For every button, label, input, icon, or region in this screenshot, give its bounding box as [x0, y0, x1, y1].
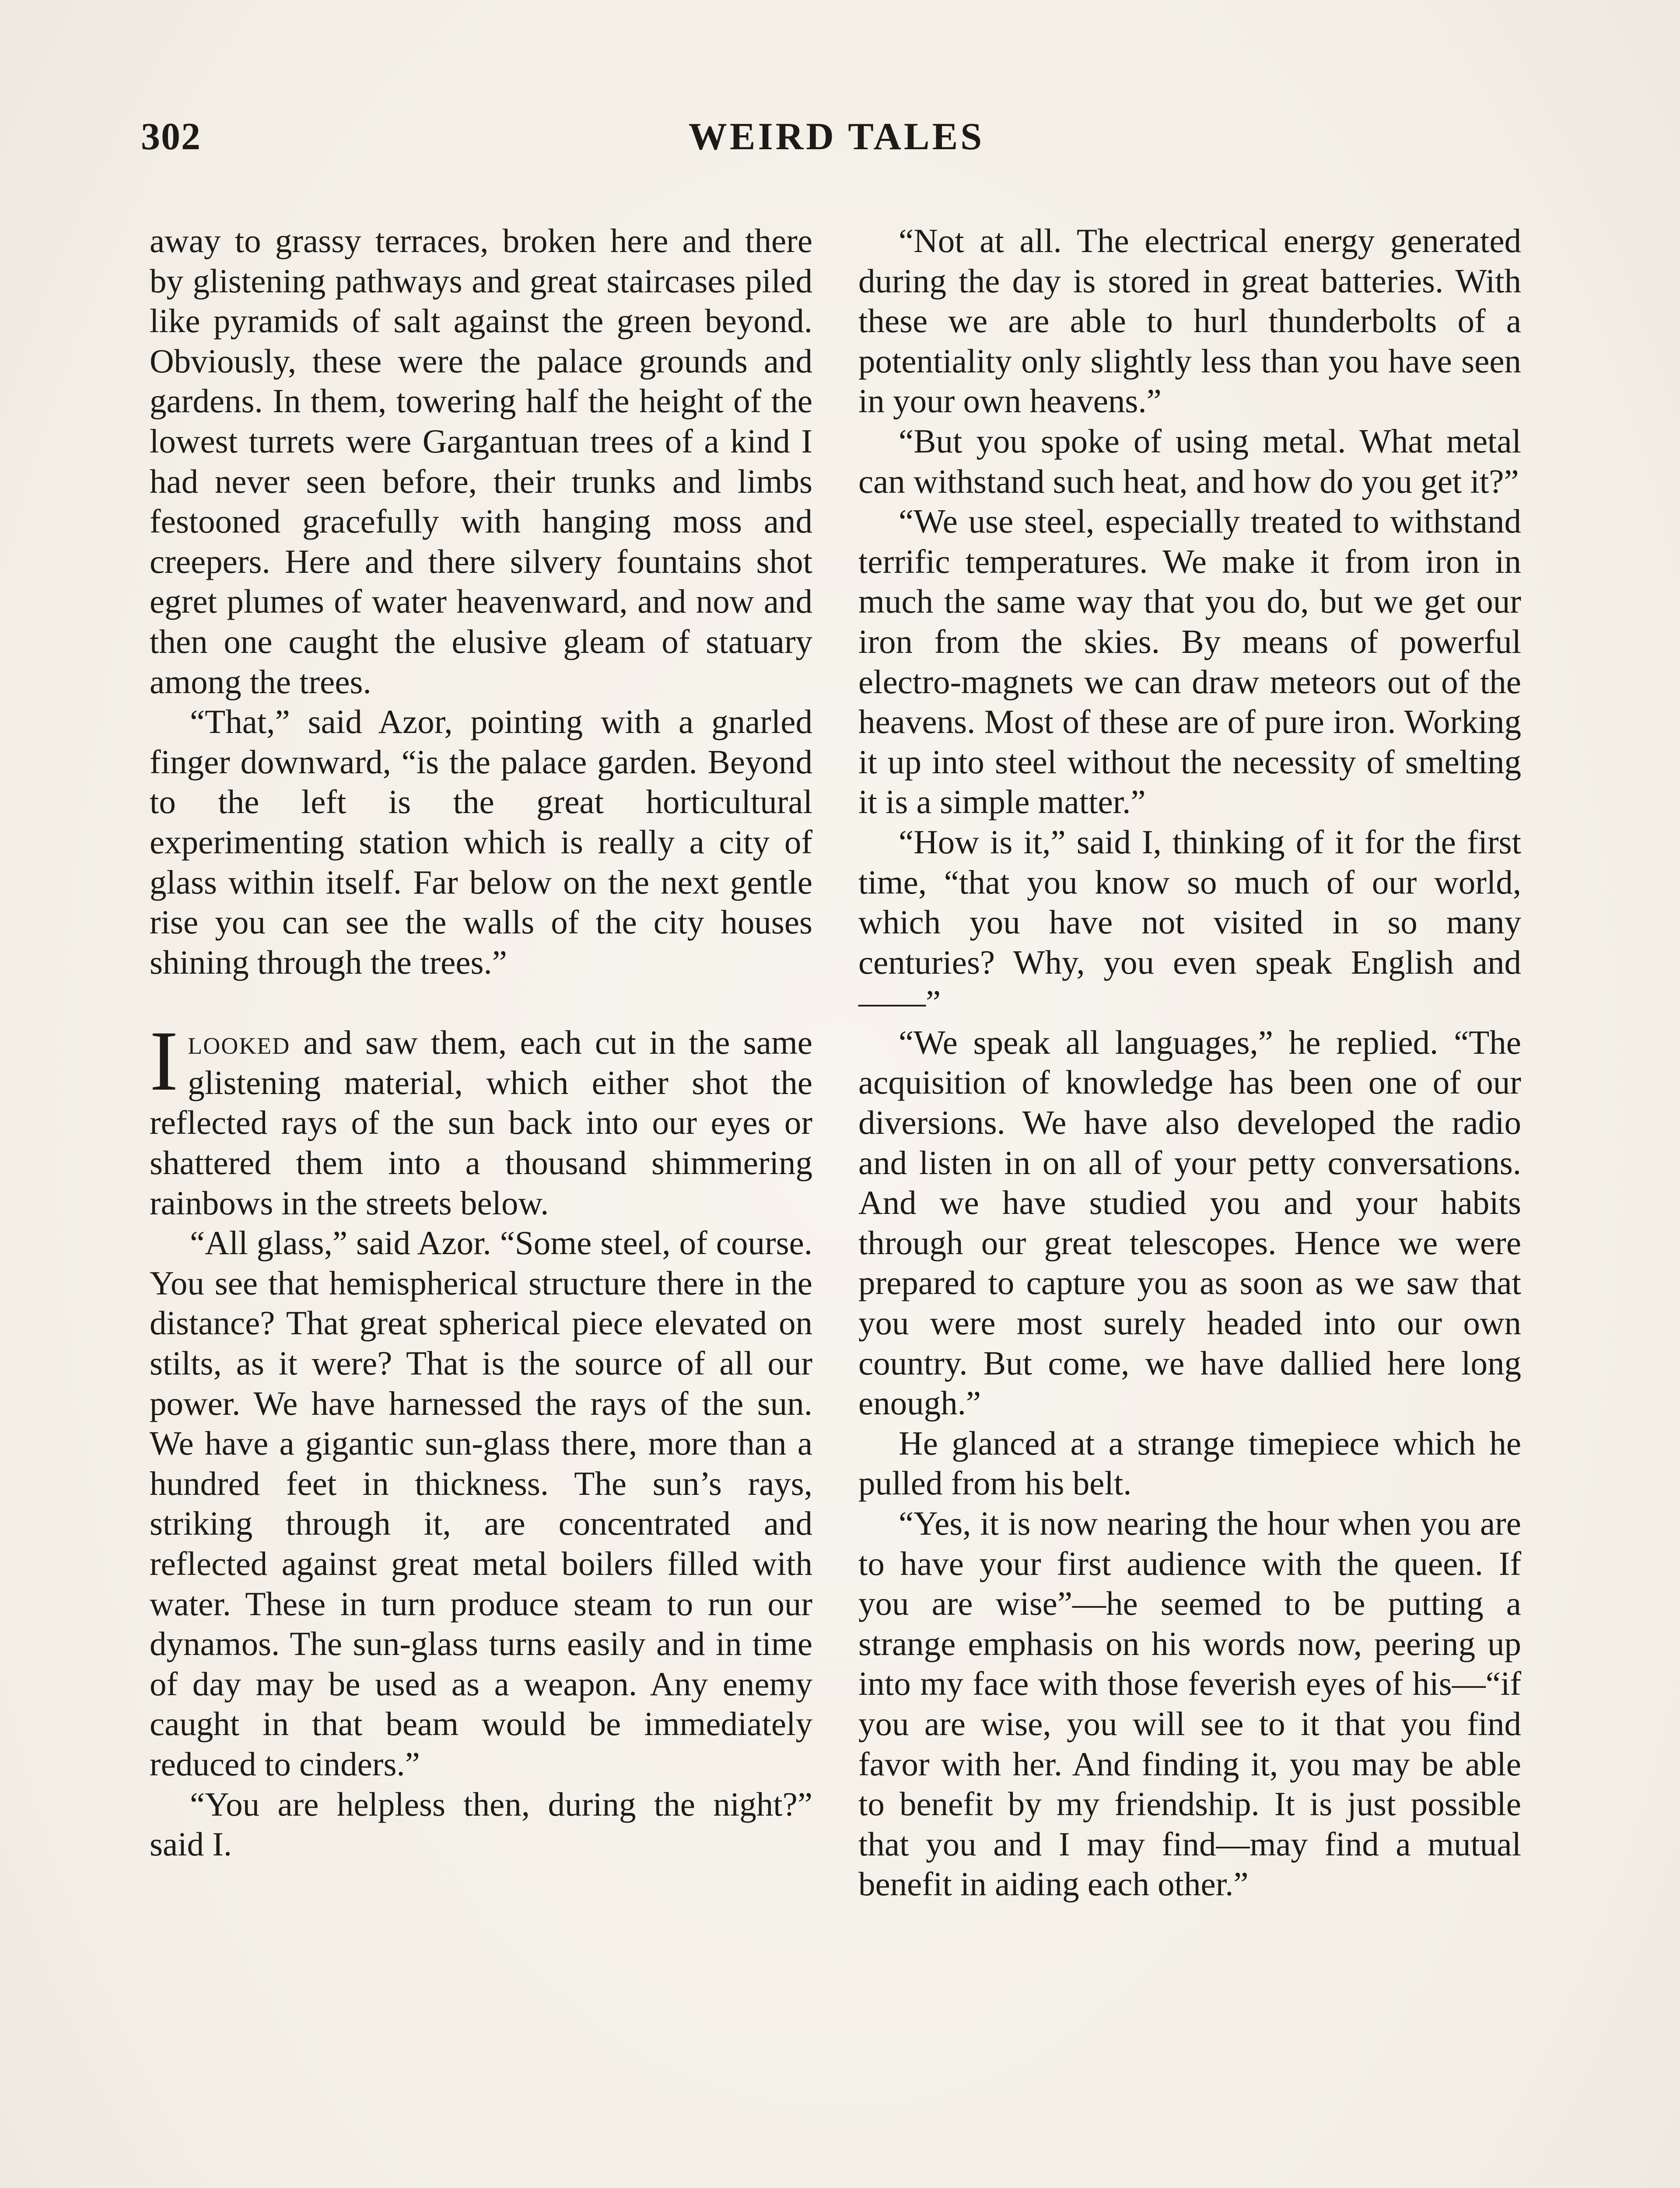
paragraph: “All glass,” said Azor. “Some steel, of course. You see that hemispherical structure there in the distance? That great spherical piece elevated on stilts, as it were? That is the source of all our power. We have harnessed the rays of the sun. We have a gigantic sun-glass there, more than a hundred feet in thickness. The sun’s rays, striking through it, are concentrated and reflected against great metal boilers filled with water. These in turn produce steam to run our dynamos. The sun-glass turns easily and in time of day may be used as a weapon. Any enemy caught in that beam would be immediately reduced to cinders.”: [150, 1224, 812, 1783]
paragraph: “That,” said Azor, pointing with a gnarled finger downward, “is the palace garden. Beyond to the left is the great horticultural experimenting station which is really a city of glass within itself. Far below on the next gentle rise you can see the walls of the city houses shining through the trees.”: [150, 703, 812, 981]
paragraph: “Not at all. The electrical energy generated during the day is stored in great batteries. With these we are able to hurl thunderbolts of a potentiality only slightly less than you have seen in your own heavens.”: [858, 222, 1521, 420]
right-column: [858, 221, 1521, 1904]
paragraph: “We use steel, especially treated to withstand terrific temperatures. We make it from iron in much the same way that you do, but we get our iron from the skies. By means of powerful electro-magnets we can draw meteors out of the heavens. Most of these are of pure iron. Working it up into steel without the necessity of smelting it is a simple matter.”: [858, 502, 1521, 821]
paragraph: “But you spoke of using metal. What metal can withstand such heat, and how do you get it?”: [858, 422, 1521, 500]
left-column: [150, 221, 812, 1865]
paragraph-text: and saw them, each cut in the same glistening material, which either shot the reflected rays of the sun back into our eyes or shattered them into a thousand shimmering rainbows in the streets below.: [150, 1024, 812, 1222]
page-header: [141, 115, 1532, 176]
paragraph: “How is it,” said I, thinking of it for the first time, “that you know so much of our world, which you have not visited in so many centuries? Why, you even speak English and ——”: [858, 823, 1521, 1021]
running-title: WEIRD TALES: [688, 116, 985, 158]
drop-cap-letter: I: [150, 1013, 178, 1109]
paragraph: away to grassy terraces, broken here and there by glistening pathways and great staircases piled like pyramids of salt against the green beyond. Obviously, these were the palace grounds and gardens. In them, towering half the height of the lowest turrets were Gargantuan trees of a kind I had never seen before, their trunks and limbs festooned gracefully with hanging moss and creepers. Here and there silvery fountains shot egret plumes of water heavenward, and now and then one caught the elusive gleam of statuary among the trees.: [150, 222, 812, 701]
paragraph: “We speak all languages,” he replied. “The acquisition of knowledge has been one of our diversions. We have also developed the radio and listen in on all of your petty conversations. And we have studied you and your habits through our great telescopes. Hence we were prepared to capture you as soon as we saw that you were most surely headed into our own country. But come, we have dallied here long enough.”: [858, 1023, 1521, 1422]
paragraph: “Yes, it is now nearing the hour when you are to have your first audience with the queen. If you are wise”—he seemed to be putting a strange emphasis on his words now, peering up into my face with those feverish eyes of his—“if you are wise, you will see to it that you find favor with her. And finding it, you may be able to benefit by my friendship. It is just possible that you and I may find—may find a mutual benefit in aiding each other.”: [858, 1504, 1521, 1903]
page-number: 302: [141, 116, 201, 158]
paragraph: He glanced at a strange timepiece which he pulled from his belt.: [858, 1424, 1521, 1502]
paragraph: “You are helpless then, during the night?” said I.: [150, 1785, 812, 1863]
small-caps-lead: looked: [188, 1024, 290, 1062]
drop-cap-paragraph: [150, 1013, 812, 1223]
